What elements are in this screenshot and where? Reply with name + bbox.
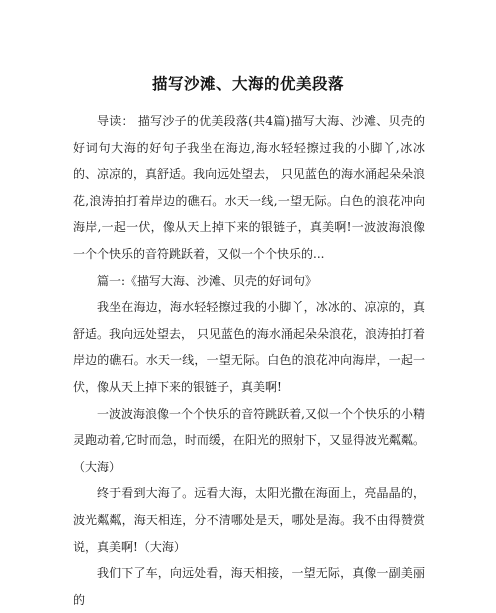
section-heading: 篇一:《描写大海、沙滩、贝壳的好词句》 [97,273,318,288]
body-paragraph: 一波波海浪像一个个快乐的音符跳跃着,又似一个个快乐的小精灵跑动着,它时而急，时而缓，在阳光的照射下，又显得波光粼粼。（大海） [73,406,425,474]
document-body [73,108,425,613]
document-title: 描写沙滩、大海的优美段落 [151,75,344,93]
body-paragraph: 终于看到大海了。远看大海，太阳光撒在海面上，亮晶晶的，波光粼粼，海天相连，分不清哪处是天，哪处是海。我不由得赞赏说，真美啊!（大海） [73,486,425,554]
body-paragraph: 我坐在海边，海水轻轻擦过我的小脚丫，冰冰的、凉凉的，真舒适。我向远处望去， 只见蓝色的海水涌起朵朵浪花，浪涛拍打着岸边的礁石。水天一线，一望无际。白色的浪花冲向海岸，一起一伏，像从天上掉下来的银链子，真美啊! [73,300,425,394]
cut-off-line: 我们下了车，向远处看，海天相接，一望无际，真像一副美丽的 [73,566,425,607]
intro-paragraph: 导读： 描写沙子的优美段落(共4篇)描写大海、沙滩、贝壳的好词句大海的好句子我坐在海边,海水轻轻擦过我的小脚丫,冰冰的、凉凉的，真舒适。我向远处望去， 只见蓝色的海水涌起朵朵浪花,浪涛拍打着岸边的礁石。水天一线,一望无际。白色的浪花冲向海岸,一起一伏，像从天上掉下来的银链子，真美啊!一波波海浪像一个个快乐的音符跳跃着，又似一个个快乐的... [73,114,425,261]
